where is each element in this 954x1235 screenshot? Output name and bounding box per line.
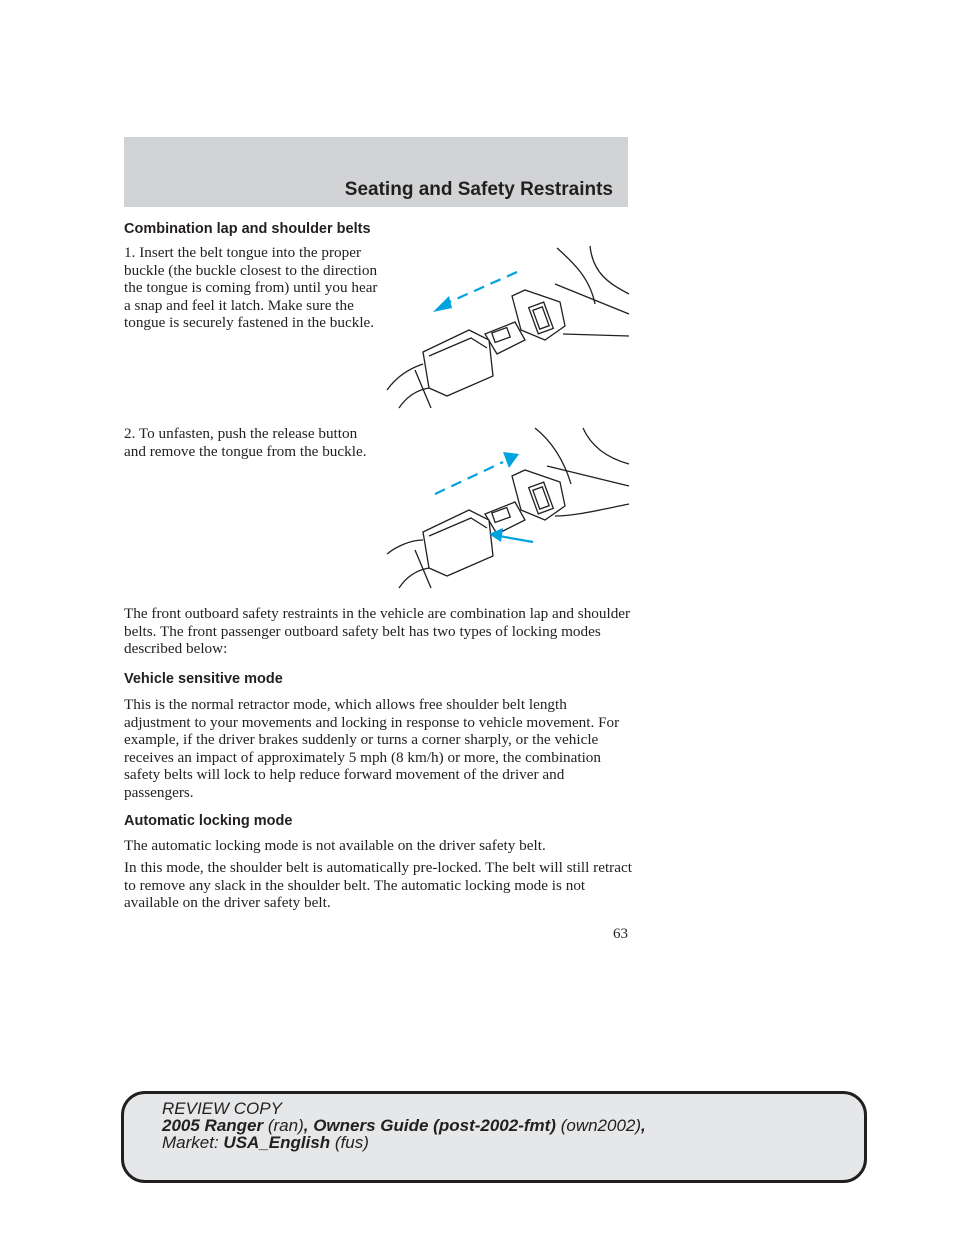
footer-review-copy: REVIEW COPY: [162, 1099, 282, 1118]
footer-market: USA_English: [223, 1133, 331, 1152]
heading-vehicle-sensitive-mode: Vehicle sensitive mode: [124, 671, 283, 687]
footer-text: [162, 1100, 646, 1151]
footer-model-code: (ran): [267, 1116, 304, 1135]
review-copy-footer: [121, 1091, 867, 1183]
footer-model: 2005 Ranger: [162, 1116, 264, 1135]
automatic-locking-body-1: The automatic locking mode is not available on the driver safety belt.: [124, 837, 546, 854]
footer-guide-code: (own2002): [560, 1116, 642, 1135]
footer-market-code: (fus): [334, 1133, 369, 1152]
step-1-text: 1. Insert the belt tongue into the proper buckle (the buckle closest to the direction the tongue is coming from) until you hear a snap and feel it latch. Make sure the tongue is securely fastened in the buckle.: [124, 244, 378, 331]
section-header-band: [124, 137, 628, 207]
page-number: 63: [613, 926, 628, 942]
combination-intro-text: The front outboard safety restraints in the vehicle are combination lap and shoulder belts. The front passenger outboard safety belt has two types of locking modes described below:: [124, 605, 631, 657]
fasten-belt-illustration: [385, 244, 633, 412]
step-2-text: 2. To unfasten, push the release button and remove the tongue from the buckle.: [124, 425, 367, 460]
unfasten-belt-illustration: [385, 424, 633, 592]
footer-guide: , Owners Guide (post-2002-fmt): [303, 1116, 556, 1135]
heading-combination-belts: Combination lap and shoulder belts: [124, 221, 371, 237]
heading-automatic-locking-mode: Automatic locking mode: [124, 813, 293, 829]
automatic-locking-body-2: In this mode, the shoulder belt is automatically pre-locked. The belt will still retract to remove any slack in the shoulder belt. The automatic locking mode is not available on the driver safety belt.: [124, 859, 632, 911]
page-title: Seating and Safety Restraints: [344, 179, 613, 200]
footer-comma: ,: [641, 1116, 646, 1135]
footer-market-label: Market:: [162, 1133, 219, 1152]
vehicle-sensitive-body: This is the normal retractor mode, which allows free shoulder belt length adjustment to your movements and locking in response to vehicle movement. For example, if the driver brakes suddenly or turns a corner sharply, or the vehicle receives an impact of approximately 5 mph (8 km/h) or more, the combination safety belts will lock to help reduce forward movement of the driver and passengers.: [124, 696, 620, 801]
